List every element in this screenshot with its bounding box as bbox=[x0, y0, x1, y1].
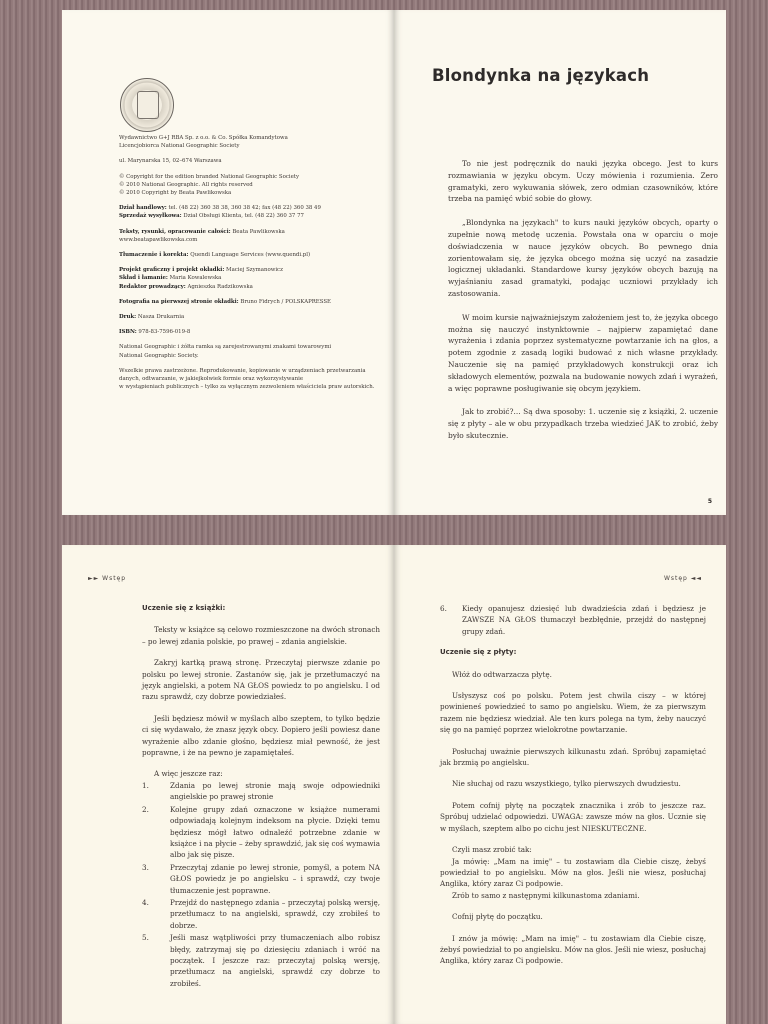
paragraph: Jeśli będziesz mówił w myślach albo szeptem, to tylko będzie ci się wydawało, że znasz język obcy. Dopiero jeśli powiesz dane wyrażenie albo zdanie głośno, będziesz miał pewność, że jest poprawne, i że na pewno je zapamiętałeś. bbox=[142, 713, 380, 758]
list-number: 1. bbox=[142, 780, 149, 790]
cd-method-page bbox=[394, 545, 726, 1024]
paragraph: A więc jeszcze raz: bbox=[154, 769, 223, 779]
imprint-label: ISBN: bbox=[119, 329, 137, 336]
imprint-block bbox=[119, 134, 381, 398]
intro-text bbox=[448, 158, 718, 454]
intro-page bbox=[394, 10, 726, 515]
paragraph: Usłyszysz coś po polsku. Potem jest chwila ciszy – w której powinieneś powiedzieć to samo po angielsku. Wiem, że za pierwszym razem nie będziesz wiedział. Ale ten kurs polega na tym, żeby nauczyć się go na pamięć poprzez wielokrotne powtarzanie. bbox=[440, 691, 706, 735]
imprint-line: w wystąpieniach publicznych – tylko za wyłącznym zezwoleniem właściciela praw autorskich. bbox=[119, 384, 375, 391]
national-geographic-seal-icon bbox=[120, 78, 174, 132]
steps-list bbox=[142, 780, 380, 989]
imprint-label: Dział handlowy: bbox=[119, 205, 167, 212]
imprint-line: tel. (48 22) 360 38 38, 360 38 42; fax (48 22) 360 38 49 bbox=[168, 205, 321, 212]
list-text: Zdania po lewej stronie mają swoje odpowiedniki angielskie po prawej stronie bbox=[170, 780, 380, 802]
list-text: Jeśli masz wątpliwości przy tłumaczeniach albo robisz błędy, zatrzymaj się po dziesięciu zdaniach i wróć na początek. I jeszcze raz: przeczytaj polską wersję, przetłumacz na angielski, sprawdź czy dobrze to zrobiłeś. bbox=[170, 933, 380, 988]
paragraph: W moim kursie najważniejszym założeniem jest to, że języka obcego można się nauczyć instynktownie – najpierw zapamiętać dane wyrażenia i zdania poprzez systematyczne powtarzanie ich na głos, a potem zgodnie z zasadą logiki budować z nich własne przykłady. Nauczenie się na pamięć przykładowych konstrukcji oraz ich składowych elementów, pozwala na budowanie nowych zdań i wyrażeń, a więc poprawne posługiwanie się obcym językiem. bbox=[448, 312, 718, 393]
imprint-line: Maciej Szymanowicz bbox=[226, 267, 283, 274]
paragraph: Jak to zrobić?... Są dwa sposoby: 1. uczenie się z książki, 2. uczenie się z płyty – ale w obu przypadkach trzeba wiedzieć JAK to zrobić, żeby było skutecznie. bbox=[448, 407, 718, 440]
section-subheading: Uczenie się z książki: bbox=[142, 604, 226, 612]
imprint-page bbox=[62, 10, 394, 515]
imprint-line: Beata Pawlikowska bbox=[232, 228, 285, 235]
imprint-label: Tłumaczenie i korekta: bbox=[119, 252, 189, 259]
imprint-line: danych, odtwarzanie, w jakiejkolwiek formie oraz wykorzystywanie bbox=[119, 376, 304, 383]
book-method-page bbox=[62, 545, 394, 1024]
list-number: 3. bbox=[142, 862, 149, 872]
howto-step: Cofnij płytę do początku. bbox=[452, 912, 543, 922]
howto-step: Zrób to samo z następnymi kilkunastoma zdaniami. bbox=[452, 890, 640, 900]
book-method-text bbox=[142, 603, 380, 990]
imprint-line: Quendi Language Services (www.quendi.pl) bbox=[190, 252, 311, 259]
list-item bbox=[142, 897, 380, 931]
list-item bbox=[142, 932, 380, 989]
imprint-line: National Geographic i żółta ramka są zarejestrowanymi znakami towarowymi bbox=[119, 344, 332, 351]
page-number: 5 bbox=[707, 498, 712, 505]
list-item bbox=[142, 804, 380, 861]
imprint-line: National Geographic Society. bbox=[119, 352, 199, 359]
imprint-line: Nasza Drukarnia bbox=[137, 314, 185, 321]
list-item bbox=[142, 780, 380, 803]
paragraph: Posłuchaj uważnie pierwszych kilkunastu zdań. Spróbuj zapamiętać jak brzmią po angielsku. bbox=[440, 746, 706, 768]
imprint-line: ul. Marynarska 15, 02–674 Warszawa bbox=[119, 158, 222, 165]
list-text: Przeczytaj zdanie po lewej stronie, pomyśl, a potem NA GŁOS powiedz je po angielsku – i sprawdź, czy twoje tłumaczenie jest poprawne. bbox=[170, 862, 380, 895]
paragraph: Włóż do odtwarzacza płytę. bbox=[452, 669, 552, 679]
section-subheading: Uczenie się z płyty: bbox=[440, 648, 517, 657]
imprint-line: Bruno Fidrych / POLSKAPRESSE bbox=[240, 298, 331, 305]
page-title: Blondynka na językach bbox=[432, 66, 650, 85]
imprint-label: Projekt graficzny i projekt okładki: bbox=[119, 267, 225, 274]
imprint-line: Wszelkie prawa zastrzeżone. Reprodukowanie, kopiowanie w urządzeniach przetwarzania bbox=[119, 367, 366, 374]
imprint-label: Druk: bbox=[119, 314, 137, 321]
imprint-line: Wydawnictwo G+J RBA Sp. z o.o. & Co. Spółka Komandytowa bbox=[119, 135, 288, 141]
paragraph: „Blondynka na językach" to kurs nauki języków obcych, oparty o zupełnie nową metodę uczenia. Powstała ona w oparciu o moje doświadczenia w nauce języków obcych. Bo pewnego dnia zorientowałam się, że języka obcego można się uczyć na zasadzie logicznej układanki. Standardowe kursy języków obcych bazują na wyjaśnianiu zasad gramatyki, podając uczniowi przykłady ich zastosowania. bbox=[448, 218, 718, 298]
running-head: Wstęp ◄◄ bbox=[663, 575, 702, 582]
imprint-line: www.beatapawlikowska.com bbox=[119, 236, 198, 243]
list-item bbox=[142, 862, 380, 896]
paragraph: Zakryj kartką prawą stronę. Przeczytaj pierwsze zdanie po polsku po lewej stronie. Zastanów się, jak je przetłumaczyć na język angielski, a potem NA GŁOS powiedz to po angielsku. I od razu sprawdź, czy dobrze powiedziałeś. bbox=[142, 658, 380, 702]
imprint-label: Fotografia na pierwszej stronie okładki: bbox=[119, 298, 239, 305]
imprint-line: © 2010 Copyright by Beata Pawlikowska bbox=[119, 190, 232, 197]
list-number: 4. bbox=[142, 897, 149, 907]
paragraph: Nie słuchaj od razu wszystkiego, tylko pierwszych dwudziestu. bbox=[452, 779, 681, 789]
top-spread bbox=[62, 10, 726, 515]
paragraph: To nie jest podręcznik do nauki języka obcego. Jest to kurs rozmawiania w języku obcym. Uczy mówienia i rozumienia. Zero gramatyki, zero wykuwania słówek, zero odmian czasowników, które trzeba na pamięć wbić sobie do głowy. bbox=[448, 159, 718, 204]
list-number: 5. bbox=[142, 933, 149, 943]
paragraph: Teksty w książce są celowo rozmieszczone na dwóch stronach – po lewej zdania polskie, po prawej – zdania angielskie. bbox=[142, 625, 380, 646]
running-head: ►► Wstęp bbox=[88, 575, 127, 582]
list-text: Przejdź do następnego zdania – przeczytaj polską wersję, przetłumacz to na angielski, sprawdź, czy zrobiłeś to dobrze. bbox=[170, 897, 380, 930]
imprint-line: 978-83-7596-019-8 bbox=[138, 329, 191, 336]
imprint-line: Dział Obsługi Klienta, tel. (48 22) 360 37 77 bbox=[183, 213, 304, 220]
imprint-label: Teksty, rysunki, opracowanie całości: bbox=[119, 228, 231, 235]
list-item bbox=[440, 603, 706, 637]
howto-step: I znów ja mówię: „Mam na imię" – tu zostawiam dla Ciebie ciszę, żebyś powiedział to po angielsku. Mów na głos. Jeśli nie wiesz, posłuchaj Anglika, który zaraz Ci podpowie. bbox=[440, 933, 706, 966]
paragraph: Potem cofnij płytę na początek znacznika i zrób to jeszcze raz. Spróbuj udzielać odpowiedzi. UWAGA: zawsze mów na głos. Ucznie się w myślach, szeptem albo po cichu jest NIESKUTECZNE. bbox=[440, 800, 706, 833]
imprint-label: Redaktor prowadzący: bbox=[119, 283, 186, 290]
howto-intro: Czyli masz zrobić tak: bbox=[452, 845, 532, 855]
howto-step: Ja mówię: „Mam na imię" – tu zostawiam dla Ciebie ciszę, żebyś powiedział to po angielsku. Mów na głos. Jeśli nie wiesz, posłuchaj Anglika, który zaraz Ci podpowie. bbox=[440, 856, 706, 889]
imprint-line: © Copyright for the edition branded National Geographic Society bbox=[119, 173, 299, 180]
bottom-spread bbox=[62, 545, 726, 1024]
imprint-line: Maria Kowalewska bbox=[169, 275, 222, 282]
imprint-line: Agnieszka Radzikowska bbox=[187, 283, 253, 290]
list-number: 2. bbox=[142, 804, 149, 814]
imprint-label: Sprzedaż wysyłkowa: bbox=[119, 213, 182, 220]
list-number: 6. bbox=[440, 604, 447, 613]
imprint-line: Licencjobiorca National Geographic Society bbox=[119, 143, 240, 150]
imprint-label: Skład i łamanie: bbox=[119, 275, 168, 282]
imprint-line: © 2010 National Geographic. All rights reserved bbox=[119, 181, 253, 188]
list-text: Kolejne grupy zdań oznaczone w książce numerami odpowiadają kolejnym indeksom na płycie. Dzięki temu będziesz mógł łatwo odnaleźć potrzebne zdanie w książce i na płycie – żeby sprawdzić, jak się coś wymawia albo jak się pisze. bbox=[170, 804, 380, 860]
cd-method-text bbox=[440, 603, 706, 977]
list-text: Kiedy opanujesz dziesięć lub dwadzieścia zdań i będziesz je ZAWSZE NA GŁOS tłumaczył bezbłędnie, przejdź do następnej grupy zdań. bbox=[462, 604, 706, 636]
